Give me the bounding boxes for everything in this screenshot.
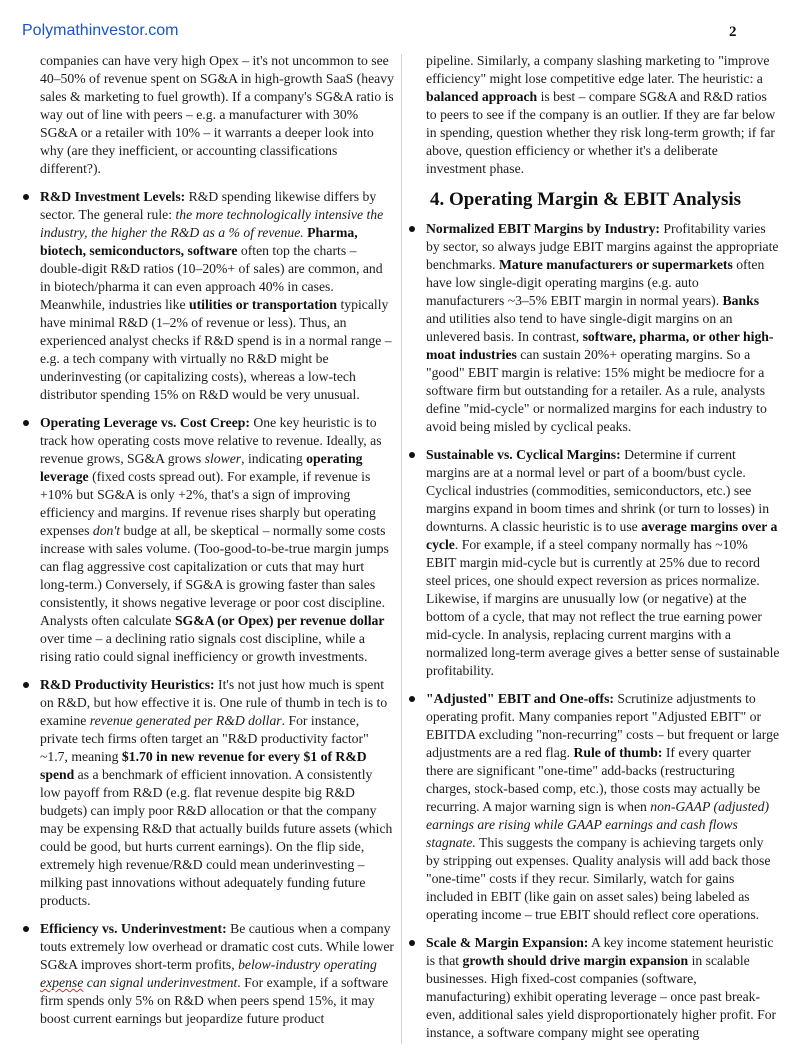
bullet-sustainable-cyclical (408, 446, 780, 680)
section-heading: 4. Operating Margin & EBIT Analysis (430, 189, 742, 210)
text-run: as a benchmark of efficient innovation. A consistently low payoff from R&D (e.g. flat revenue despite big R&D budgets) can imply poor R&D allocation or that the company may be expensing R&D that actually builds future assets (which could be good, but hurts current earnings). On the flip side, extremely high revenue/R&D could mean underinvesting – milking past innovations without adequately funding future products. (40, 767, 393, 908)
text-run: . For example, if a software firm spends only 5% on R&D when peers spend 15%, it may boost current earnings but jeopardize future product (40, 975, 389, 1026)
bold-text: utilities or transportation (189, 297, 338, 312)
text-run: is best – compare SG&A and R&D ratios to peers to see if the company is an outlier. If they are far below in spending, question whether they risk long-term growth; if far above, question efficiency or whether it's a deliberate investment phase. (426, 89, 776, 176)
site-link[interactable]: Polymathinvestor.com (22, 22, 179, 39)
italic-text: the more technologically intensive the industry, the higher the R&D as a % of revenue. (40, 207, 384, 240)
text-run: Be cautious when a company touts extremely low overhead or dramatic cost cuts. While lower SG&A improves short-term profits, (40, 921, 394, 972)
column-divider (401, 54, 402, 1044)
bullet-icon (23, 926, 29, 932)
text-run: typically have minimal R&D (1–2% of revenue or less). Thus, an experienced analyst checks if R&D spend is in a normal range – e.g. a tech company with virtually no R&D might be underinvesting (or capitalizing costs), whereas a low-tech distributor spending 15% on R&D would be very unusual. (40, 297, 392, 402)
bullet-title: Scale & Margin Expansion: (426, 935, 589, 950)
italic-text: can signal underinvestment (83, 975, 238, 990)
bullet-title: Normalized EBIT Margins by Industry: (426, 221, 660, 236)
bullet-text (426, 446, 780, 680)
bold-text: SG&A (or Opex) per revenue dollar (174, 613, 385, 628)
bold-text: growth should drive margin expansion (462, 953, 689, 968)
text-run: pipeline. Similarly, a company slashing marketing to "improve efficiency" might lose competitive edge later. The heuristic: a (426, 53, 770, 86)
text-run: One key heuristic is to track how operating costs move relative to revenue. Ideally, as revenue grows, SG&A grows (40, 415, 382, 466)
bold-text: software, pharma, or other high-moat industries (426, 329, 774, 362)
bullet-icon (409, 226, 415, 232)
text-run: over time – a declining ratio signals cost discipline, while a rising ratio could signal inefficiency or growth investments. (40, 631, 368, 664)
bullet-text (40, 188, 396, 404)
bullet-adjusted-ebit (408, 690, 780, 924)
text-run: Scrutinize adjustments to operating profit. Many companies report "Adjusted EBIT" or EBITDA excluding "non-recurring" costs – but frequent or large adjustments are a red flag. (426, 691, 780, 760)
italic-text: below-industry operating (238, 957, 377, 972)
bullet-operating-leverage (22, 414, 396, 666)
bullet-icon (23, 194, 29, 200)
bullet-title: R&D Productivity Heuristics: (40, 677, 215, 692)
bullet-rd-productivity (22, 676, 396, 910)
bullet-title: "Adjusted" EBIT and One-offs: (426, 691, 614, 706)
bold-text: $1.70 in new revenue for every $1 of R&D spend (40, 749, 367, 782)
text-run: can sustain 20%+ operating margins. So a "good" EBIT margin is relative: 15% might be mediocre for a software firm but outstanding for a retailer. As a rule, analysts define "mid-cycle" or normalized margins for each industry to avoid being misled by cyclical peaks. (426, 347, 767, 434)
bullet-title: Sustainable vs. Cyclical Margins: (426, 447, 621, 462)
italic-text: non-GAAP (adjusted) earnings are rising while GAAP earnings and cash flows stagnate. (426, 799, 770, 850)
text-run: If every quarter there are significant "one-time" add-backs (restructuring charges, stock-based comp, etc.), those costs may actually be recurring. A major warning sign is when (426, 745, 761, 814)
bold-text: Banks (722, 293, 760, 308)
bullet-title: Efficiency vs. Underinvestment: (40, 921, 227, 936)
bullet-icon (409, 940, 415, 946)
italic-text: slower (204, 451, 242, 466)
bold-text: average margins over a cycle (426, 519, 778, 552)
bullet-icon (23, 682, 29, 688)
text-run: budge at all, be skeptical – normally some costs increase with sales volume. (Too-good-to-be-true margin jumps can flag aggressive cost capitalization or cuts that may hurt long-term.) Conversely, if SG&A is growing faster than sales consistently, it shows negative leverage or poor cost discipline. Analysts often calculate (40, 523, 389, 628)
bullet-text (40, 676, 396, 910)
text-run: It's not just how much is spent on R&D, but how effective it is. One rule of thumb in tech is to examine (40, 677, 388, 728)
bullet-text (426, 690, 780, 924)
bullet-text (40, 414, 396, 666)
text-run: , indicating (241, 451, 307, 466)
bullet-icon (409, 696, 415, 702)
text-run: in scalable businesses. High fixed-cost companies (software, manufacturing) exhibit operating leverage – once past break-even, additional sales yield disproportionately higher profit. For instance, a software company might see operating (426, 953, 777, 1040)
text-run: . For example, if a steel company normally has ~10% EBIT margin mid-cycle but is currently at 25% due to record steel prices, one should expect reversion as prices normalize. Likewise, if margins are unusually low (or negative) at the bottom of a cycle, that may not reflect the true earning power mid-cycle. In analysis, replacing current margins with a normalized long-term average gives a better sense of sustainable profitability. (426, 537, 780, 678)
bold-text: Mature manufacturers or supermarkets (498, 257, 733, 272)
bold-text: Rule of thumb: (573, 745, 663, 760)
right-column (408, 52, 780, 1052)
bullet-title: Operating Leverage vs. Cost Creep: (40, 415, 250, 430)
left-column (22, 52, 396, 1038)
bullet-text (426, 220, 780, 436)
text-run: (fixed costs spread out). For example, if revenue is +10% but SG&A is only +2%, that's a sign of improving efficiency and margins. If revenue rises sharply but operating expenses (40, 469, 376, 538)
bullet-scale-margin-expansion (408, 934, 780, 1042)
bullet-title: R&D Investment Levels: (40, 189, 186, 204)
bold-text: balanced approach (426, 89, 538, 104)
bold-text: Pharma, biotech, semiconductors, software (40, 225, 358, 258)
bullet-normalized-ebit (408, 220, 780, 436)
text-run: A key income statement heuristic is that (426, 935, 774, 968)
continuation-paragraph (408, 52, 780, 178)
bullet-efficiency-underinvestment (22, 920, 396, 1028)
intro-paragraph: companies can have very high Opex – it's not uncommon to see 40–50% of revenue spent on SG&A in high-growth SaaS (heavy sales & marketing to fuel growth). If a company's SG&A ratio is way out of line with peers – e.g. a manufacturer with 30% SG&A or a retailer with 10% – it warrants a deeper look into why (are they inefficient, or accounting classifications different?). (40, 53, 394, 176)
bullet-rd-investment-levels (22, 188, 396, 404)
spellcheck-underline: expense (40, 975, 84, 990)
text-run: Determine if current margins are at a normal level or part of a boom/bust cycle. Cyclical industries (commodities, semiconductors, etc.) see margins expand in boom times and shrink (or turn to losses) in downturns. A classic heuristic is to use (426, 447, 770, 534)
text-run: . For instance, private tech firms often target an "R&D productivity factor" ~1.7, meaning (40, 713, 369, 764)
text-run: R&D spending likewise differs by sector. The general rule: (40, 189, 377, 222)
bold-text: operating leverage (40, 451, 363, 484)
bullet-text (426, 934, 780, 1042)
text-run: often have low single-digit operating margins (e.g. auto manufacturers ~3–5% EBIT margin in normal years). (426, 257, 765, 308)
italic-text: revenue generated per R&D dollar (89, 713, 282, 728)
text-run: Profitability varies by sector, so always judge EBIT margins against the appropriate benchmarks. (426, 221, 779, 272)
text-run: and utilities also tend to have single-digit margins on an unlevered basis. In contrast, (426, 311, 733, 344)
text-run: often top the charts – double-digit R&D ratios (10–20%+ of sales) are common, and in biotech/pharma it can even approach 40% in cases. Meanwhile, industries like (40, 243, 383, 312)
bullet-text (40, 920, 396, 1028)
text-run: This suggests the company is achieving targets only by stripping out expenses. Quality analysis will add back those "one-time" costs if they recur. Similarly, watch for gains included in EBIT (like gain on asset sales) being labeled as operating income – true EBIT should reflect core operations. (426, 835, 771, 922)
page-number: 2 (729, 24, 737, 40)
bullet-icon (23, 420, 29, 426)
bullet-icon (409, 452, 415, 458)
italic-text: don't (92, 523, 121, 538)
